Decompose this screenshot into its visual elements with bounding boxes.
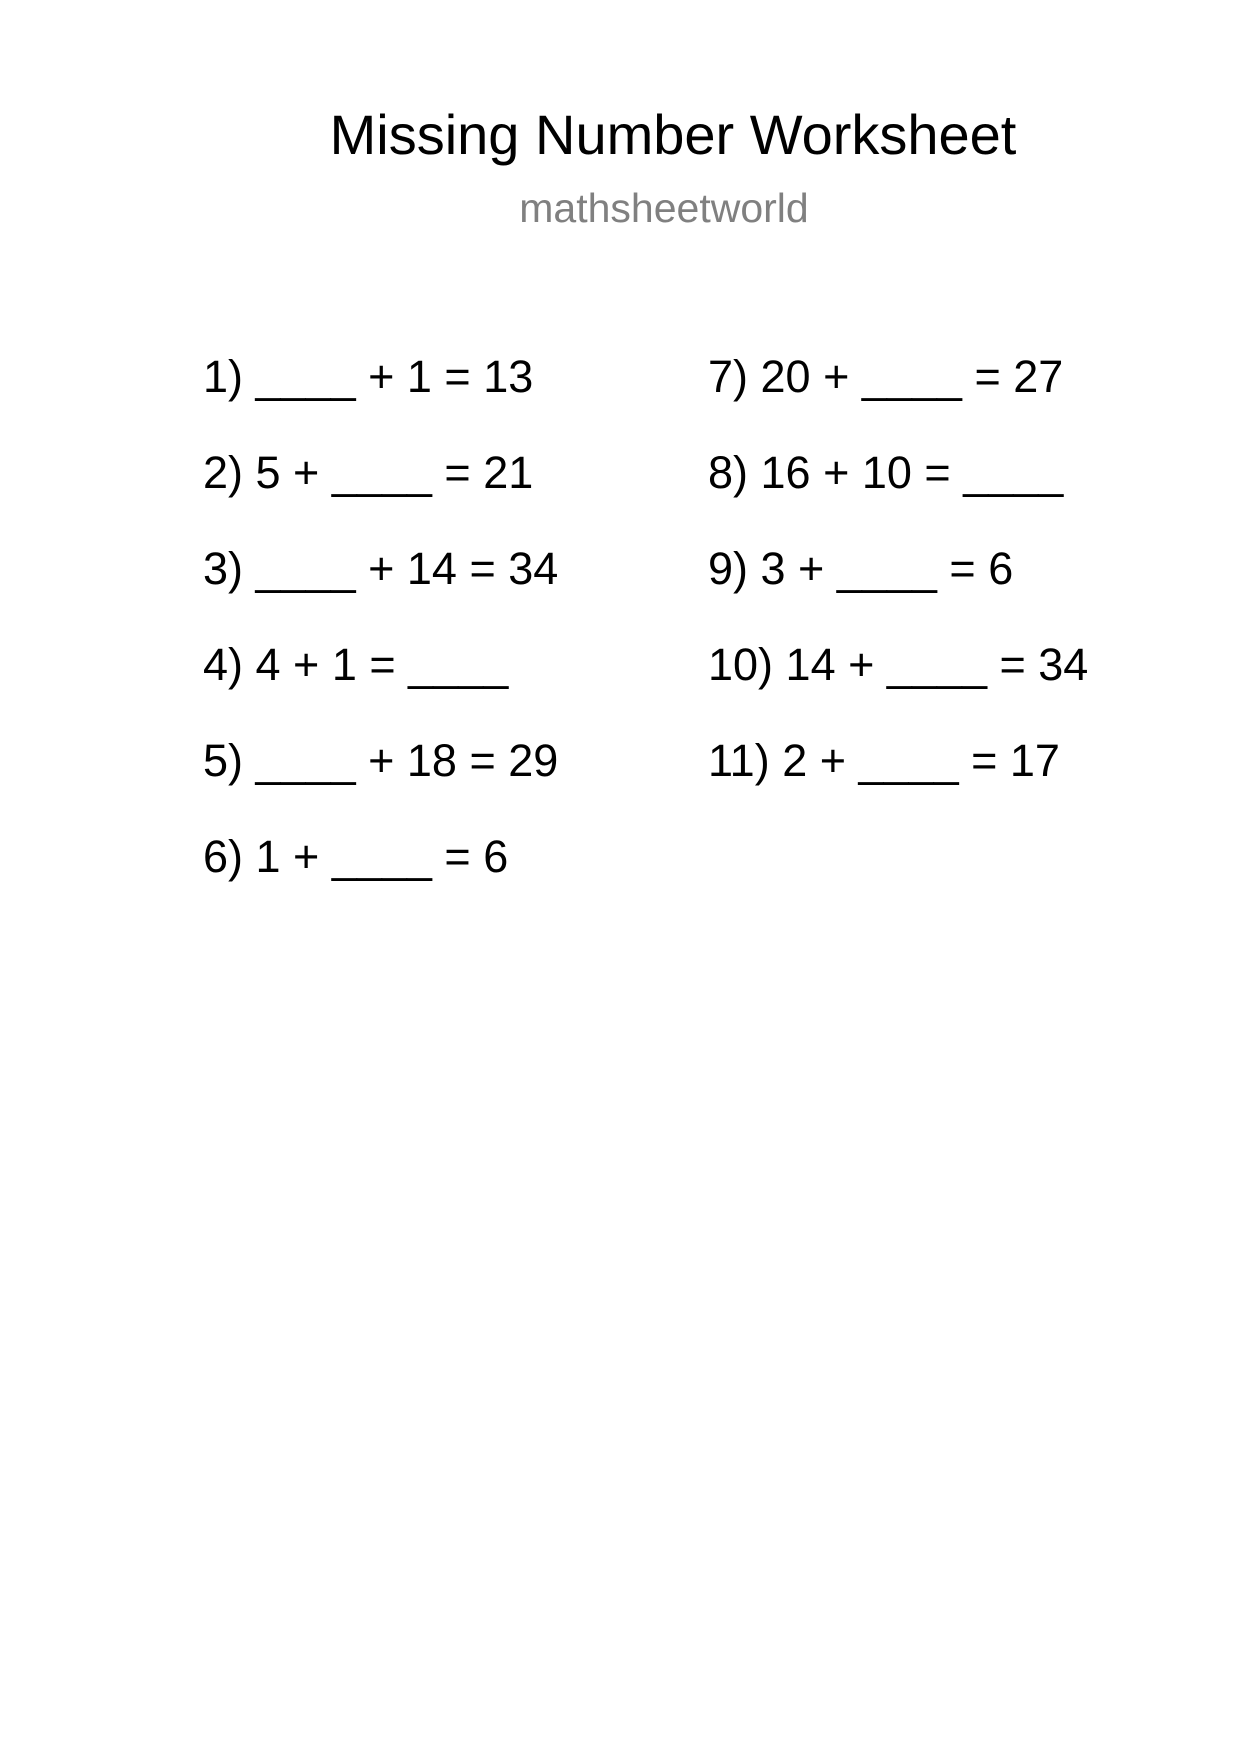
problem-10: 10) 14 + ____ = 34 bbox=[708, 639, 1089, 690]
problem-1: 1) ____ + 1 = 13 bbox=[203, 351, 534, 402]
problem-9: 9) 3 + ____ = 6 bbox=[708, 543, 1014, 594]
problem-3: 3) ____ + 14 = 34 bbox=[203, 543, 559, 594]
worksheet-title: Missing Number Worksheet bbox=[329, 103, 1017, 166]
problems-column-left bbox=[203, 350, 558, 926]
problem-2: 2) 5 + ____ = 21 bbox=[203, 447, 534, 498]
problem-5: 5) ____ + 18 = 29 bbox=[203, 735, 559, 786]
problem-7: 7) 20 + ____ = 27 bbox=[708, 351, 1064, 402]
problems-column-right bbox=[708, 350, 1088, 830]
problem-6: 6) 1 + ____ = 6 bbox=[203, 831, 509, 882]
problem-11: 11) 2 + ____ = 17 bbox=[708, 735, 1060, 786]
problem-8: 8) 16 + 10 = ____ bbox=[708, 447, 1064, 498]
worksheet-source: mathsheetworld bbox=[519, 185, 809, 231]
problem-4: 4) 4 + 1 = ____ bbox=[203, 639, 509, 690]
